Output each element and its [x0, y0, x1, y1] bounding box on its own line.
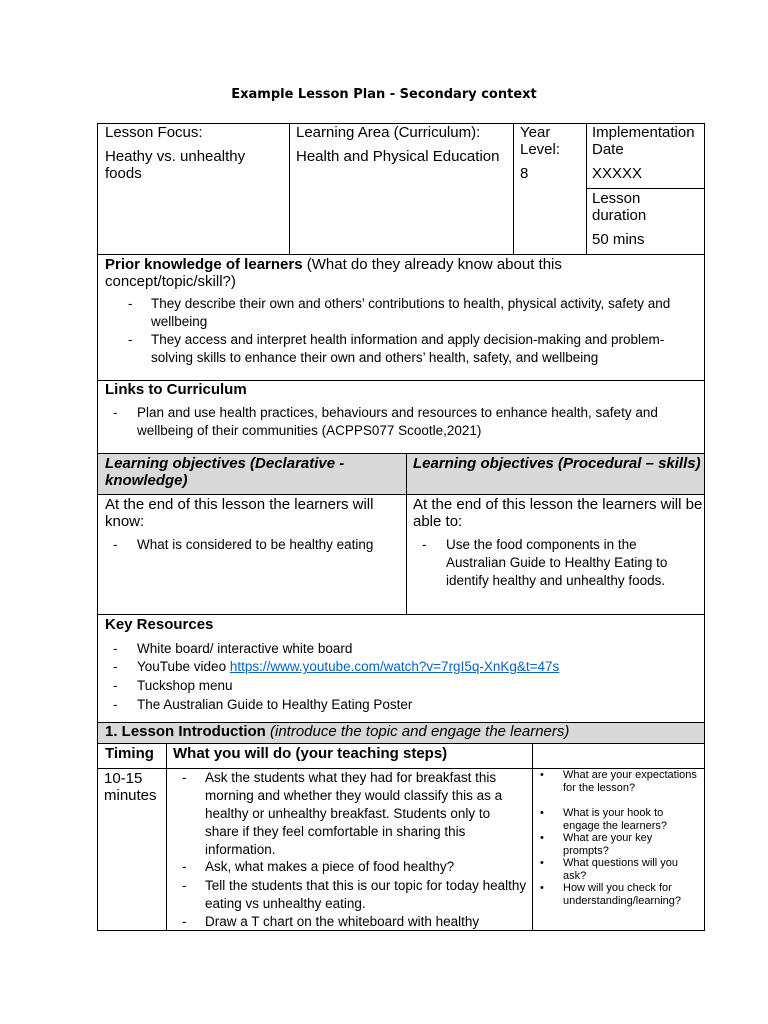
- year-level-label: Year Level:: [520, 124, 561, 158]
- prompt-item: What are your key prompts?: [563, 832, 653, 857]
- prior-knowledge-heading: [105, 256, 665, 290]
- youtube-video-link[interactable]: https://www.youtube.com/watch?v=7rgI5q-XnKg&t=47s: [229, 659, 560, 674]
- introduction-note: (introduce the topic and engage the learners): [265, 723, 570, 740]
- lesson-duration-value: 50 mins: [592, 231, 645, 248]
- prior-knowledge-item: They describe their own and others’ contributions to health, physical activity, safety and wellbeing: [151, 296, 671, 329]
- lesson-duration-label: Lesson duration: [592, 190, 647, 224]
- lesson-focus-label: Lesson Focus:: [105, 124, 203, 141]
- timing-header-text: Timing: [105, 745, 154, 762]
- bullet-dash: -: [113, 537, 118, 552]
- bullet-dash: -: [182, 770, 187, 785]
- prior-knowledge-item: They access and interpret health information and apply decision-making and problem-solving skills to enhance their own and others’ health, safety, and wellbeing: [151, 332, 665, 365]
- timing-header: [105, 745, 165, 762]
- bullet-dash: -: [182, 914, 187, 929]
- implementation-date-value: XXXXX: [592, 165, 643, 182]
- bullet-dash: -: [113, 697, 118, 712]
- bullet-dash: -: [113, 405, 118, 420]
- declarative-intro: At the end of this lesson the learners will know:: [105, 496, 374, 530]
- lesson-focus-value: Heathy vs. unhealthy foods: [105, 148, 246, 182]
- procedural-intro: At the end of this lesson the learners will be able to:: [413, 496, 703, 530]
- procedural-item: Use the food components in the Australian Guide to Healthy Eating to identify healthy and unhealthy foods.: [446, 537, 668, 588]
- implementation-date-label: Implementation Date: [592, 124, 695, 158]
- resource-item: White board/ interactive white board: [137, 641, 353, 656]
- introduction-title: 1. Lesson Introduction: [105, 723, 266, 740]
- teaching-step: Ask, what makes a piece of food healthy?: [205, 859, 455, 874]
- introduction-heading: [105, 723, 701, 740]
- teaching-step: Draw a T chart on the whiteboard with healthy: [205, 914, 480, 929]
- bullet-dash: -: [182, 878, 187, 893]
- year-level-value: 8: [520, 165, 529, 182]
- prompt-bullet: •: [540, 769, 544, 781]
- bullet-dash: -: [113, 659, 118, 674]
- curriculum-link-item: Plan and use health practices, behaviours and resources to enhance health, safety and wellbeing of their communities (ACPPS077 Scootle,2021): [137, 405, 658, 438]
- document-title: Example Lesson Plan - Secondary context: [231, 87, 537, 102]
- bullet-dash: -: [128, 296, 133, 311]
- learning-area-value: Health and Physical Education: [296, 148, 500, 165]
- prompt-item: What are your expectations for the lesson?: [563, 769, 697, 794]
- prompt-item: What questions will you ask?: [563, 857, 678, 882]
- procedural-objectives-heading: Learning objectives (Procedural – skills): [413, 455, 701, 472]
- declarative-objectives-heading: Learning objectives (Declarative - knowledge): [105, 455, 345, 489]
- bullet-dash: -: [113, 641, 118, 656]
- curriculum-links-heading: [105, 381, 505, 398]
- resource-item: The Australian Guide to Healthy Eating Poster: [137, 697, 413, 712]
- teaching-step: Tell the students that this is our topic for today healthy eating vs unhealthy eating.: [205, 878, 527, 911]
- bullet-dash: -: [113, 678, 118, 693]
- bullet-dash: -: [128, 332, 133, 347]
- learning-area-label: Learning Area (Curriculum):: [296, 124, 481, 141]
- prompt-bullet: •: [540, 882, 544, 894]
- key-resources-heading: [105, 616, 405, 633]
- prompt-item: What is your hook to engage the learners?: [563, 807, 667, 832]
- key-resources-title: Key Resources: [105, 616, 214, 633]
- prompt-bullet: •: [540, 857, 544, 869]
- bullet-dash: -: [182, 859, 187, 874]
- prior-knowledge-note: (What do they already know about this concept/topic/skill?): [105, 256, 562, 290]
- prior-knowledge-title: Prior knowledge of learners: [105, 256, 303, 273]
- steps-header-text: What you will do (your teaching steps): [173, 745, 448, 762]
- curriculum-links-title: Links to Curriculum: [105, 381, 247, 398]
- prompt-item: How will you check for understanding/learning?: [563, 882, 682, 907]
- prompt-bullet: •: [540, 832, 544, 844]
- prompt-bullet: •: [540, 807, 544, 819]
- bullet-dash: -: [422, 537, 427, 552]
- steps-header: [173, 745, 528, 762]
- resource-video-label: YouTube video: [137, 659, 230, 674]
- resource-item-video: [137, 658, 697, 676]
- timing-value: 10-15 minutes: [104, 770, 157, 804]
- declarative-item: What is considered to be healthy eating: [137, 537, 374, 552]
- resource-item: Tuckshop menu: [137, 678, 233, 693]
- teaching-step: Ask the students what they had for breakfast this morning and whether they would classify this as a healthy or unhealthy breakfast. Students only to share if they feel comfortable in sharing this information.: [205, 770, 503, 857]
